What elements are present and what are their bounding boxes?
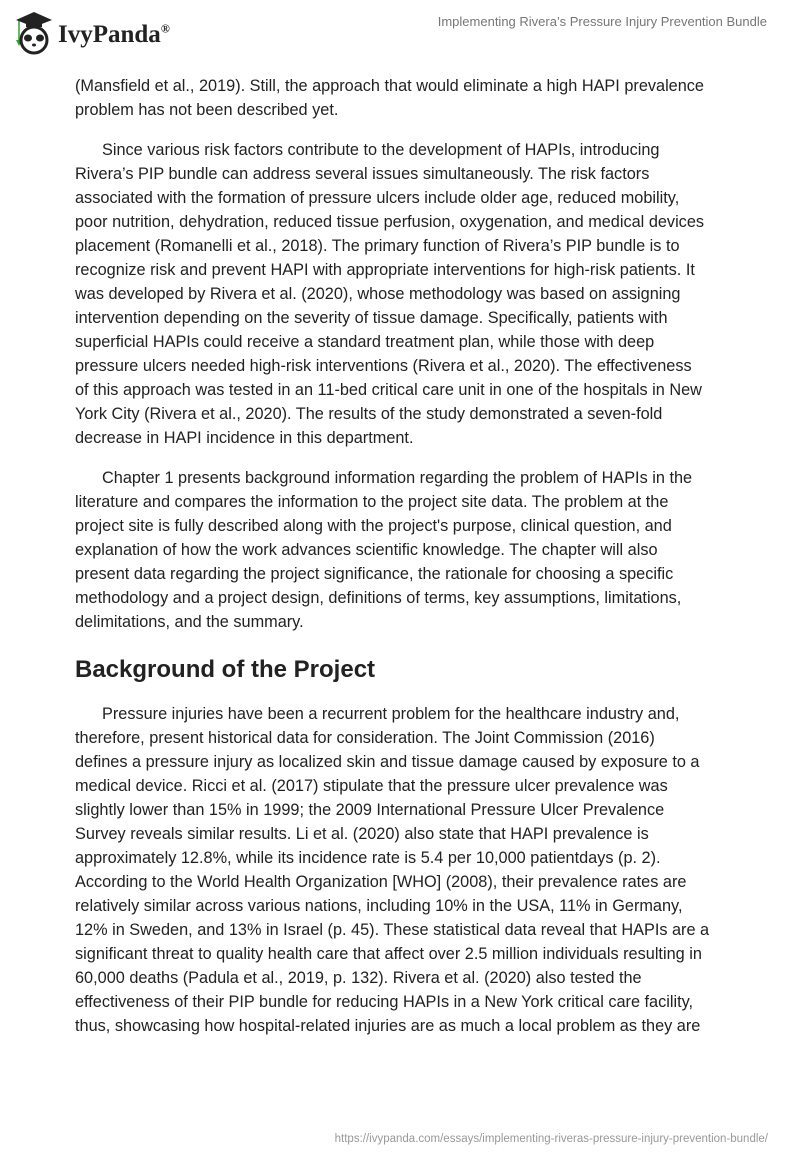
text-line: significant threat to quality health care that affect over 2.5 million individuals resulting in: [75, 945, 702, 963]
text-line: intervention depending on the severity of tissue damage. Specifically, patients with: [75, 309, 668, 327]
text-line: medical device. Ricci et al. (2017) stipulate that the pressure ulcer prevalence was: [75, 777, 668, 795]
text-line: literature and compares the information to the project site data. The problem at the: [75, 493, 669, 511]
essay-content: [75, 74, 735, 1054]
text-line: pressure ulcers needed high-risk interventions (Rivera et al., 2020). The effectiveness: [75, 357, 692, 375]
text-line: (Mansfield et al., 2019). Still, the approach that would eliminate a high HAPI prevalence: [75, 77, 704, 95]
text-line: delimitations, and the summary.: [75, 613, 304, 631]
text-line: associated with the formation of pressure ulcers include older age, reduced mobility,: [75, 189, 680, 207]
panda-logo-icon: [12, 8, 52, 56]
document-title: Implementing Rivera’s Pressure Injury Prevention Bundle: [437, 14, 767, 29]
text-line: of this approach was tested in an 11-bed critical care unit in one of the hospitals in New: [75, 381, 702, 399]
paragraph: [75, 702, 735, 1038]
text-line: Chapter 1 presents background information regarding the problem of HAPIs in the: [102, 469, 693, 487]
text-line: was developed by Rivera et al. (2020), whose methodology was based on assigning: [75, 285, 681, 303]
text-line: explanation of how the work advances scientific knowledge. The chapter will also: [75, 541, 658, 559]
text-line: According to the World Health Organization [WHO] (2008), their prevalence rates are: [75, 873, 687, 891]
text-line: 12% in Sweden, and 13% in Israel (p. 45). These statistical data reveal that HAPIs are a: [75, 921, 710, 939]
text-line: methodology and a project design, definitions of terms, key assumptions, limitations,: [75, 589, 682, 607]
text-line: Pressure injuries have been a recurrent problem for the healthcare industry and,: [102, 705, 680, 723]
text-line: poor nutrition, dehydration, reduced tissue perfusion, oxygenation, and medical devices: [75, 213, 705, 231]
paragraph: [75, 74, 735, 122]
logo-wordmark: IvyPanda: [58, 21, 161, 48]
text-line: relatively similar across various nations, including 10% in the USA, 11% in Germany,: [75, 897, 683, 915]
text-line: therefore, present historical data for consideration. The Joint Commission (2016): [75, 729, 655, 747]
text-line: approximately 12.8%, while its incidence rate is 5.4 per 10,000 patientdays (p. 2).: [75, 849, 661, 867]
logo-text: [58, 21, 170, 49]
ivypanda-logo[interactable]: [12, 8, 170, 56]
text-line: placement (Romanelli et al., 2018). The primary function of Rivera’s PIP bundle is to: [75, 237, 680, 255]
paragraph: [75, 138, 735, 450]
text-line: slightly lower than 15% in 1999; the 2009 International Pressure Ulcer Prevalence: [75, 801, 665, 819]
text-line: superficial HAPIs could receive a standard treatment plan, while those with deep: [75, 333, 655, 351]
paragraph: [75, 466, 735, 634]
text-line: Rivera’s PIP bundle can address several issues simultaneously. The risk factors: [75, 165, 650, 183]
text-line: defines a pressure injury as localized skin and tissue damage caused by exposure to a: [75, 753, 700, 771]
text-line: present data regarding the project significance, the rationale for choosing a specific: [75, 565, 674, 583]
text-line: problem has not been described yet.: [75, 101, 339, 119]
source-url[interactable]: https://ivypanda.com/essays/implementing-riveras-pressure-injury-prevention-bundle/: [334, 1133, 768, 1145]
page-header: [0, 0, 800, 60]
text-line: recognize risk and prevent HAPI with appropriate interventions for high-risk patients. It: [75, 261, 695, 279]
text-line: Since various risk factors contribute to the development of HAPIs, introducing: [102, 141, 660, 159]
text-line: decrease in HAPI incidence in this department.: [75, 429, 414, 447]
text-line: project site is fully described along with the project's purpose, clinical question, and: [75, 517, 672, 535]
text-line: 60,000 deaths (Padula et al., 2019, p. 132). Rivera et al. (2020) also tested the: [75, 969, 642, 987]
text-line: effectiveness of their PIP bundle for reducing HAPIs in a New York critical care facility,: [75, 993, 694, 1011]
section-heading: Background of the Project: [75, 656, 376, 683]
text-line: Survey reveals similar results. Li et al. (2020) also state that HAPI prevalence is: [75, 825, 649, 843]
registered-mark: ®: [160, 21, 170, 36]
text-line: thus, showcasing how hospital-related injuries are as much a local problem as they are: [75, 1017, 701, 1035]
text-line: York City (Rivera et al., 2020). The results of the study demonstrated a seven-fold: [75, 405, 663, 423]
